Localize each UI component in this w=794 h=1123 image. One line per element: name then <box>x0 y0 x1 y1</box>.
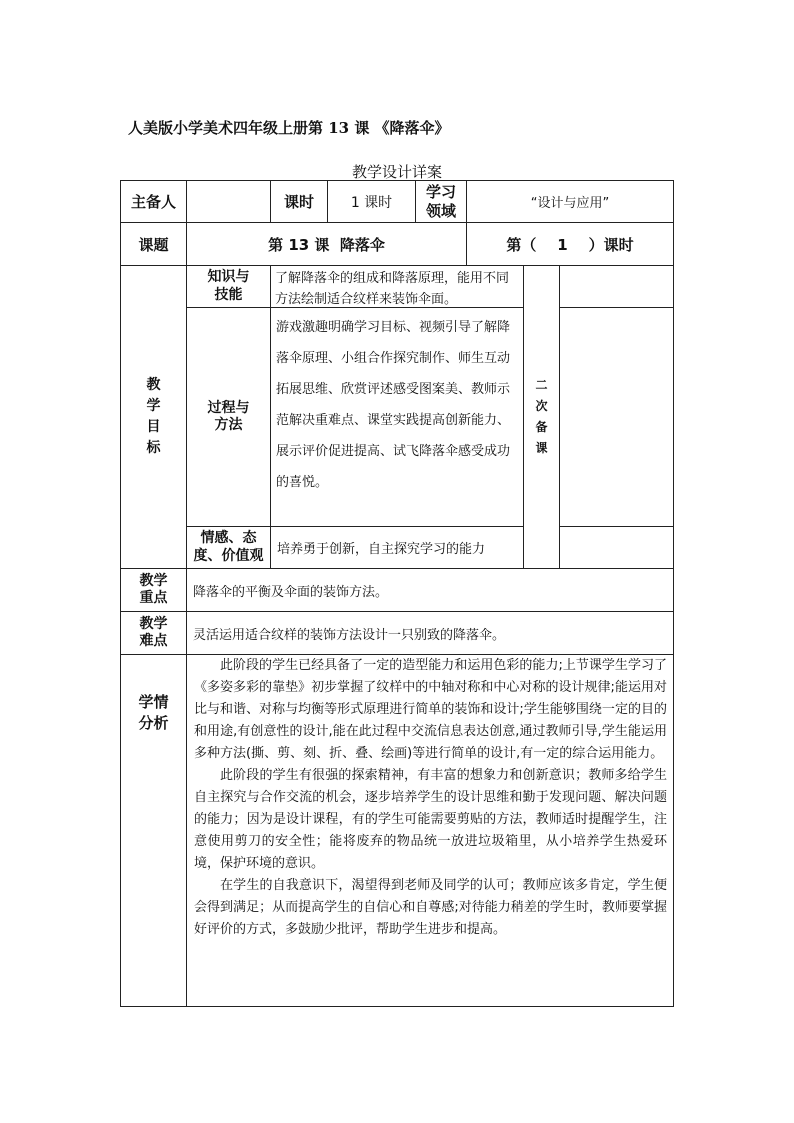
topic-label: 课题 <box>120 222 187 266</box>
hours-label: 课时 <box>270 180 328 223</box>
knowledge-text: 了解降落伞的组成和降落原理，能用不同方法绘制适合纹样来装饰伞面。 <box>270 265 524 308</box>
emotion-text: 培养勇于创新，自主探究学习的能力 <box>270 526 524 569</box>
second-prep-cell-3 <box>559 526 674 569</box>
analysis-label: 学情分析 <box>120 654 187 1007</box>
document-title: 人美版小学美术四年级上册第 13 课 《降落伞》 <box>128 119 450 137</box>
analysis-paragraph: 此阶段的学生有很强的探索精神，有丰富的想象力和创新意识；教师多给学生自主探究与合作交流的机会，逐步培养学生的设计思维和勤于发现问题、解决问题的能力；因为是设计课程，有的学生可能需要剪贴的方法，教师适时提醒学生，注意使用剪刀的安全性；能将废弃的物品统一放进垃圾箱里，从小培养学生热爱环境，保护环境的意识。 <box>194 768 667 871</box>
key-points-label: 教学重点 <box>120 568 187 612</box>
difficulties-label: 教学难点 <box>120 611 187 655</box>
analysis-paragraph: 此阶段的学生已经具备了一定的造型能力和运用色彩的能力;上节课学生学习了《多姿多彩的靠垫》初步掌握了纹样中的中轴对称和中心对称的设计规律;能运用对比与和谐、对称与均衡等形式原理进行简单的装饰和设计;学生能够围绕一定的目的和用途,有创意性的设计,能在此过程中交流信息表达创意,通过教师引导,学生能运用多种方法(撕、剪、刻、折、叠、绘画)等进行简单的设计,有一定的综合运用能力。 <box>194 658 667 761</box>
second-prep-label: 二次备课 <box>523 265 560 569</box>
emotion-label: 情感、态度、价值观 <box>186 526 271 569</box>
period-value: 第（ 1 ）课时 <box>466 222 674 266</box>
domain-value: “设计与应用” <box>466 180 674 223</box>
objectives-label: 教学目标 <box>120 265 187 569</box>
document-subtitle: 教学设计详案 <box>351 163 442 181</box>
knowledge-label: 知识与技能 <box>186 265 271 308</box>
preparer-value <box>186 180 271 223</box>
process-text: 游戏激趣明确学习目标、视频引导了解降落伞原理、小组合作探究制作、师生互动拓展思维、欣赏评述感受图案美、教师示范解决重难点、课堂实践提高创新能力、展示评价促进提高、试飞降落伞感受成功的喜悦。 <box>270 307 524 527</box>
topic-value: 第 13 课 降落伞 <box>186 222 467 266</box>
preparer-label: 主备人 <box>120 180 187 223</box>
process-label: 过程与方法 <box>186 307 271 527</box>
difficulties-text: 灵活运用适合纹样的装饰方法设计一只别致的降落伞。 <box>186 611 674 655</box>
domain-label: 学习领域 <box>415 180 467 223</box>
second-prep-cell-1 <box>559 265 674 308</box>
analysis-text <box>186 654 674 1007</box>
key-points-text: 降落伞的平衡及伞面的装饰方法。 <box>186 568 674 612</box>
hours-value: 1 课时 <box>327 180 416 223</box>
second-prep-cell-2 <box>559 307 674 527</box>
analysis-paragraph: 在学生的自我意识下，渴望得到老师及同学的认可；教师应该多肯定，学生便会得到满足；从而提高学生的自信心和自尊感;对待能力稍差的学生时，教师要掌握好评价的方式，多鼓励少批评，帮助学生进步和提高。 <box>194 878 667 937</box>
